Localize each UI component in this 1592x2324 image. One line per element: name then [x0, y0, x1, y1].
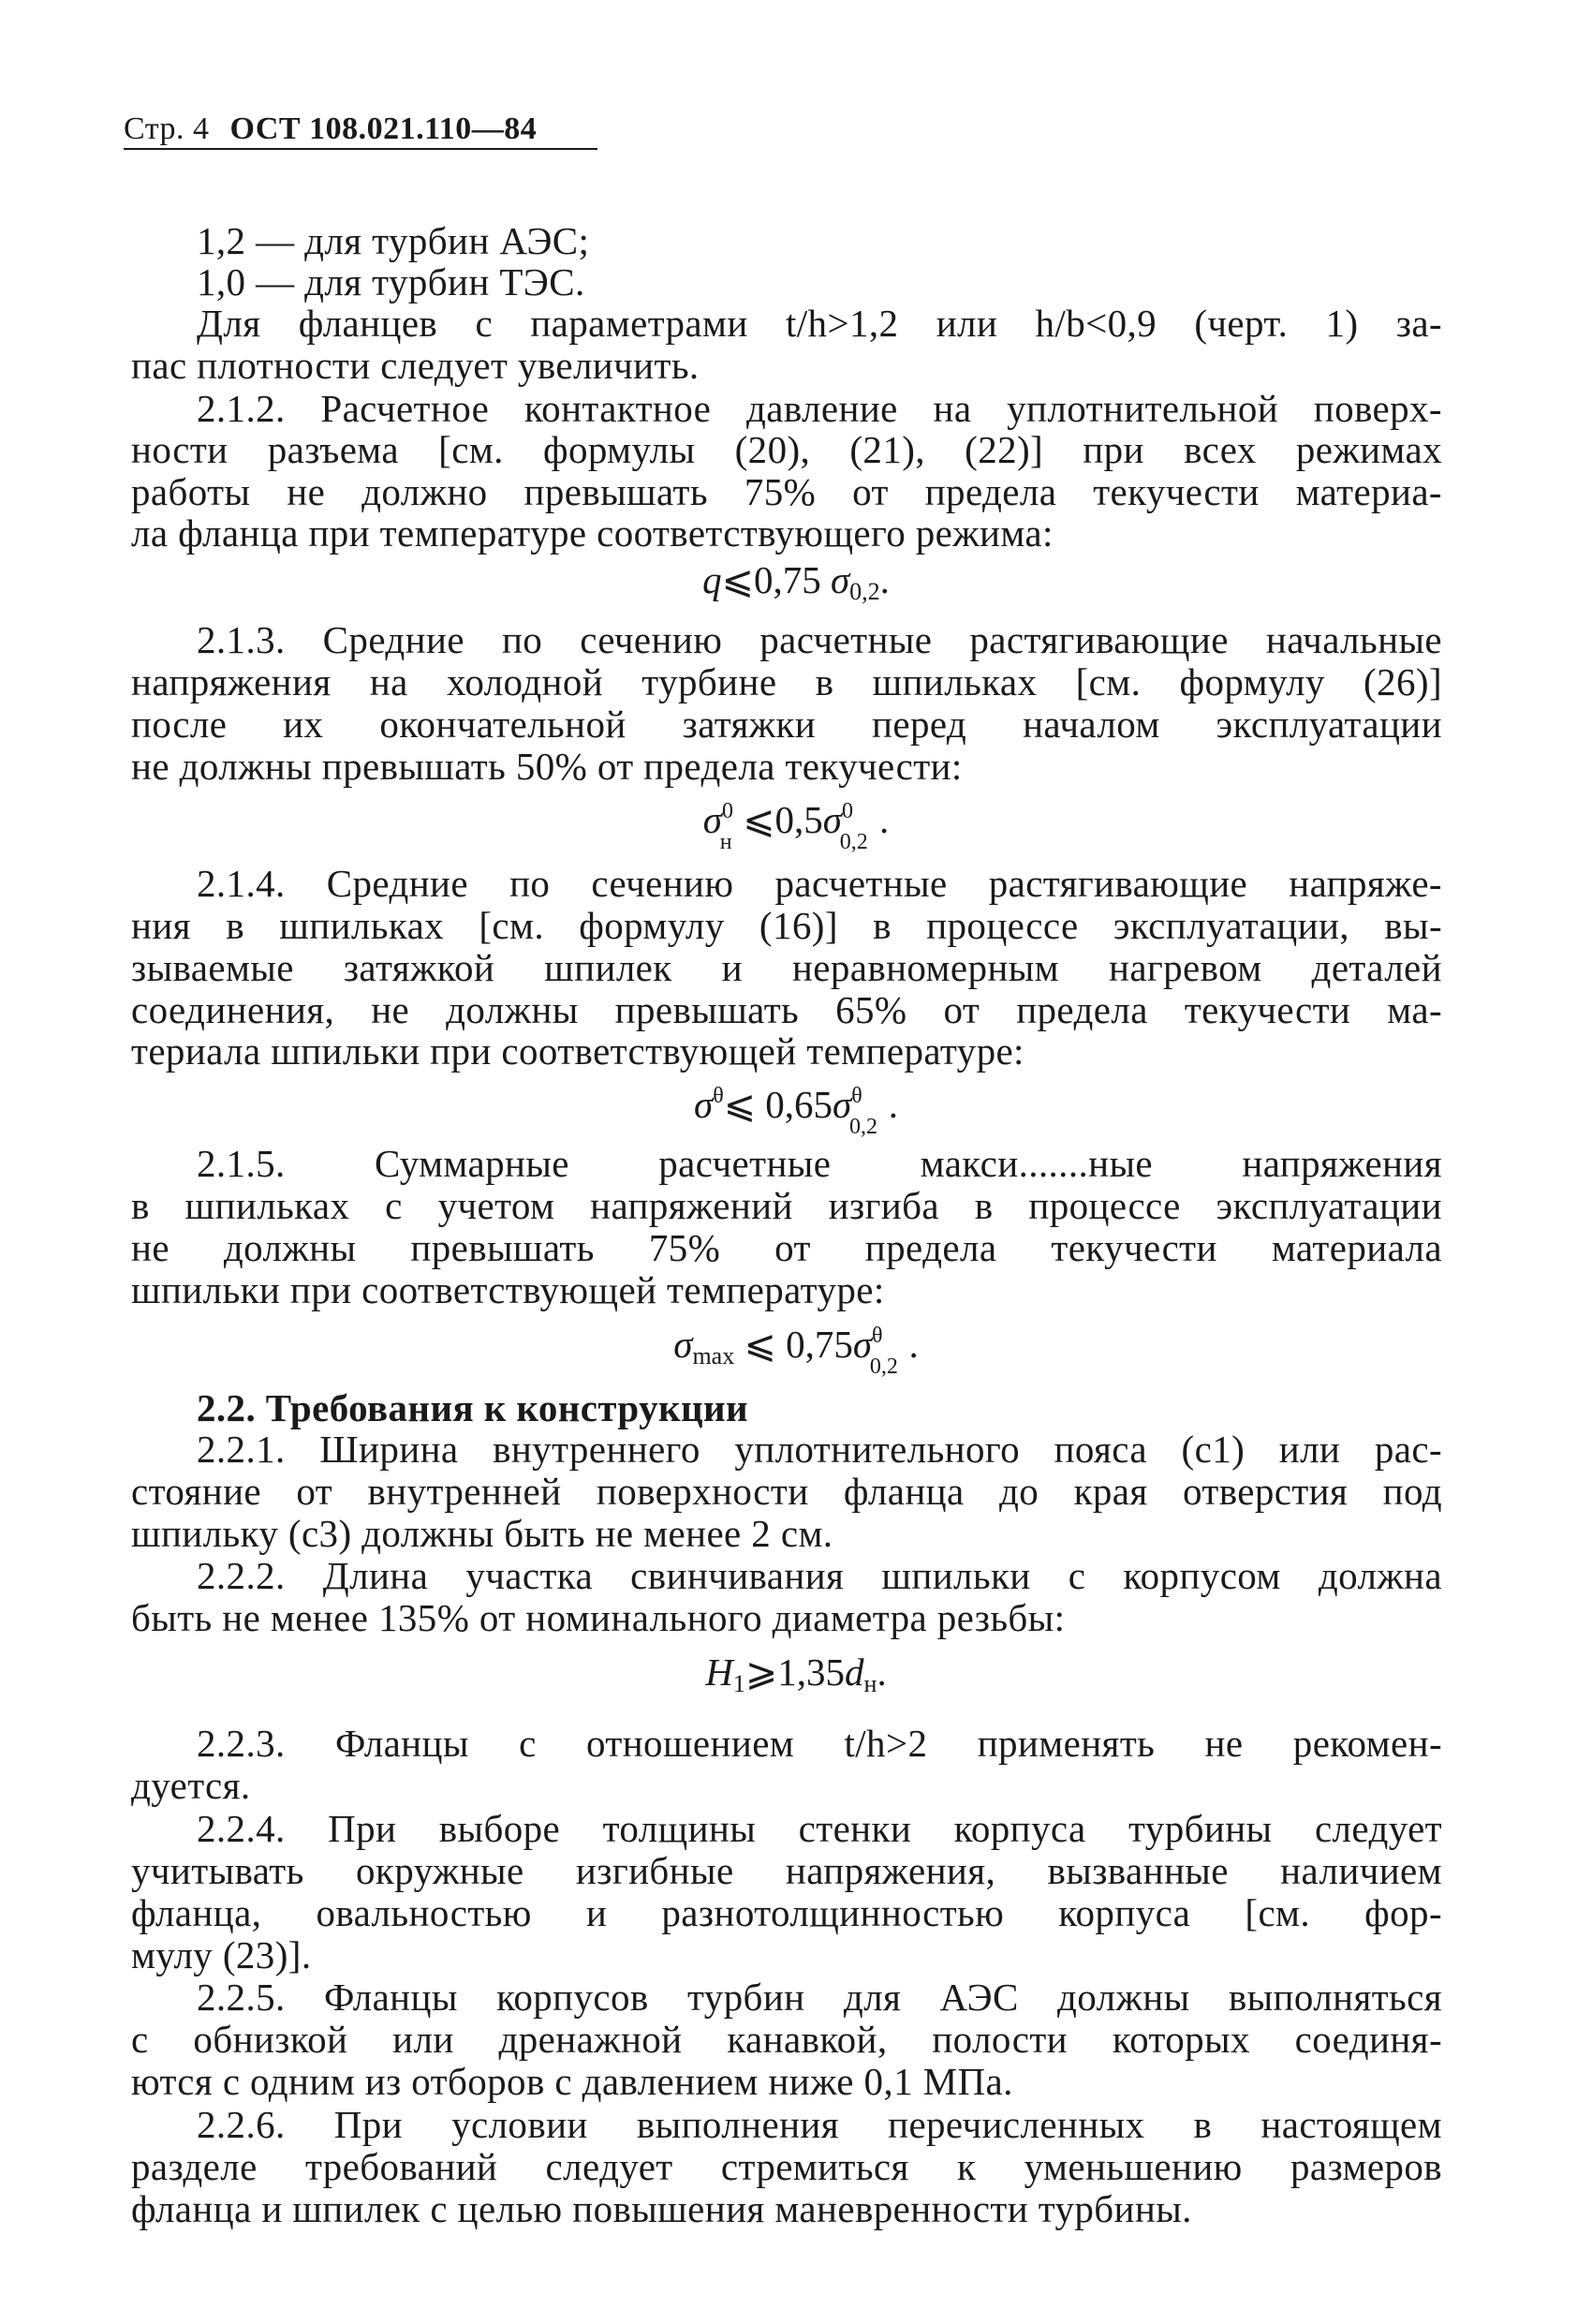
text-line: зываемые затяжкой шпилек и неравномерным нагревом деталей — [131, 946, 1442, 989]
text-line: не должны превышать 75% от предела текучести материала — [131, 1226, 1442, 1269]
text-line: стояние от внутренней поверхности фланца до края отверстия под — [131, 1470, 1442, 1513]
formula-initial-stress: $\sigma^0$ н $⩽0,5\sigma^0$ 0,2 . — [702, 798, 890, 854]
text-line: дуется. — [131, 1764, 251, 1807]
page-label: Стр. 4 — [124, 111, 210, 146]
text-line: шпильку (c3) должны быть не менее 2 см. — [131, 1512, 833, 1555]
text-line: 2.2.4. При выборе толщины стенки корпуса турбины следует — [197, 1807, 1442, 1850]
text-line: ла фланца при температуре соответствующего режима: — [131, 511, 1054, 555]
standard-code: ОСТ 108.021.110—84 — [229, 111, 538, 146]
text-line: 2.1.5. Суммарные расчетные макси.......ные напряжения — [197, 1142, 1442, 1185]
text-line: 2.2.2. Длина участка свинчивания шпильки с корпусом должна — [197, 1554, 1442, 1597]
text-line: 2.2.5. Фланцы корпусов турбин для АЭС должны выполняться — [197, 1976, 1442, 2019]
text-line: 2.2.3. Фланцы с отношением t/h>2 применять не рекомен- — [197, 1722, 1442, 1765]
text-line: напряжения на холодной турбине в шпильках [см. формулу (26)] — [131, 660, 1442, 703]
text-line: 2.1.2. Расчетное контактное давление на уплотнительной поверх- — [197, 387, 1442, 430]
header-rule — [124, 148, 597, 150]
text-line: 1,2 — для турбин АЭС; — [197, 219, 590, 262]
text-line: 1,0 — для турбин ТЭС. — [197, 260, 585, 303]
text-line: быть не менее 135% от номинального диаметра резьбы: — [131, 1596, 1066, 1639]
text-line: работы не должно превышать 75% от предела текучести материа- — [131, 470, 1442, 513]
text-line: фланца и шпилек с целью повышения маневренности турбины. — [131, 2187, 1192, 2230]
formula-contact-pressure: q⩽0,75 $\sigma_{0,2}$. — [702, 558, 890, 605]
text-line: ются с одним из отборов с давлением ниже 0,1 МПа. — [131, 2060, 1013, 2103]
formula-max-stress: $\sigma_{max}$ ⩽ $0,75\sigma^\theta$ 0,2 . — [673, 1323, 919, 1379]
text-line: после их окончательной затяжки перед началом эксплуатации — [131, 703, 1442, 746]
text-line: 2.1.3. Средние по сечению расчетные растягивающие начальные — [197, 618, 1442, 661]
text-line: Для фланцев с параметрами t/h>1,2 или h/b<0,9 (черт. 1) за- — [197, 302, 1442, 345]
text-line: 2.1.4. Средние по сечению расчетные растягивающие напряже- — [197, 862, 1442, 905]
text-line: учитывать окружные изгибные напряжения, вызванные наличием — [131, 1849, 1442, 1892]
page-header — [124, 111, 537, 148]
text-line: в шпильках с учетом напряжений изгиба в процессе эксплуатации — [131, 1184, 1442, 1227]
text-line: шпильки при соответствующей температуре: — [131, 1268, 885, 1311]
text-line: мулу (23)]. — [131, 1933, 312, 1976]
text-line: пас плотности следует увеличить. — [131, 344, 700, 387]
text-line: с обнизкой или дренажной канавкой, полости которых соединя- — [131, 2018, 1442, 2061]
text-line: ности разъема [см. формулы (20), (21), (22)] при всех режимах — [131, 428, 1442, 471]
text-line: фланца, овальностью и разнотолщинностью корпуса [см. фор- — [131, 1891, 1442, 1934]
formula-operating-stress: $\sigma^\theta⩽$ $0,65\sigma^\theta$ 0,2 . — [693, 1083, 899, 1139]
formula-thread-length: $H_1⩾1,35d_н$. — [705, 1650, 887, 1697]
text-line: 2.2.1. Ширина внутреннего уплотнительного пояса (c1) или рас- — [197, 1428, 1442, 1471]
text-line: разделе требований следует стремиться к уменьшению размеров — [131, 2145, 1442, 2188]
text-line: ния в шпильках [см. формулу (16)] в процессе эксплуатации, вы- — [131, 904, 1442, 947]
text-line: соединения, не должны превышать 65% от предела текучести ма- — [131, 988, 1442, 1031]
text-line: териала шпильки при соответствующей температуре: — [131, 1029, 1024, 1073]
text-line: не должны превышать 50% от предела текучести: — [131, 745, 963, 788]
section-heading: 2.2. Требования к конструкции — [197, 1386, 749, 1429]
text-line: 2.2.6. При условии выполнения перечисленных в настоящем — [197, 2103, 1442, 2146]
